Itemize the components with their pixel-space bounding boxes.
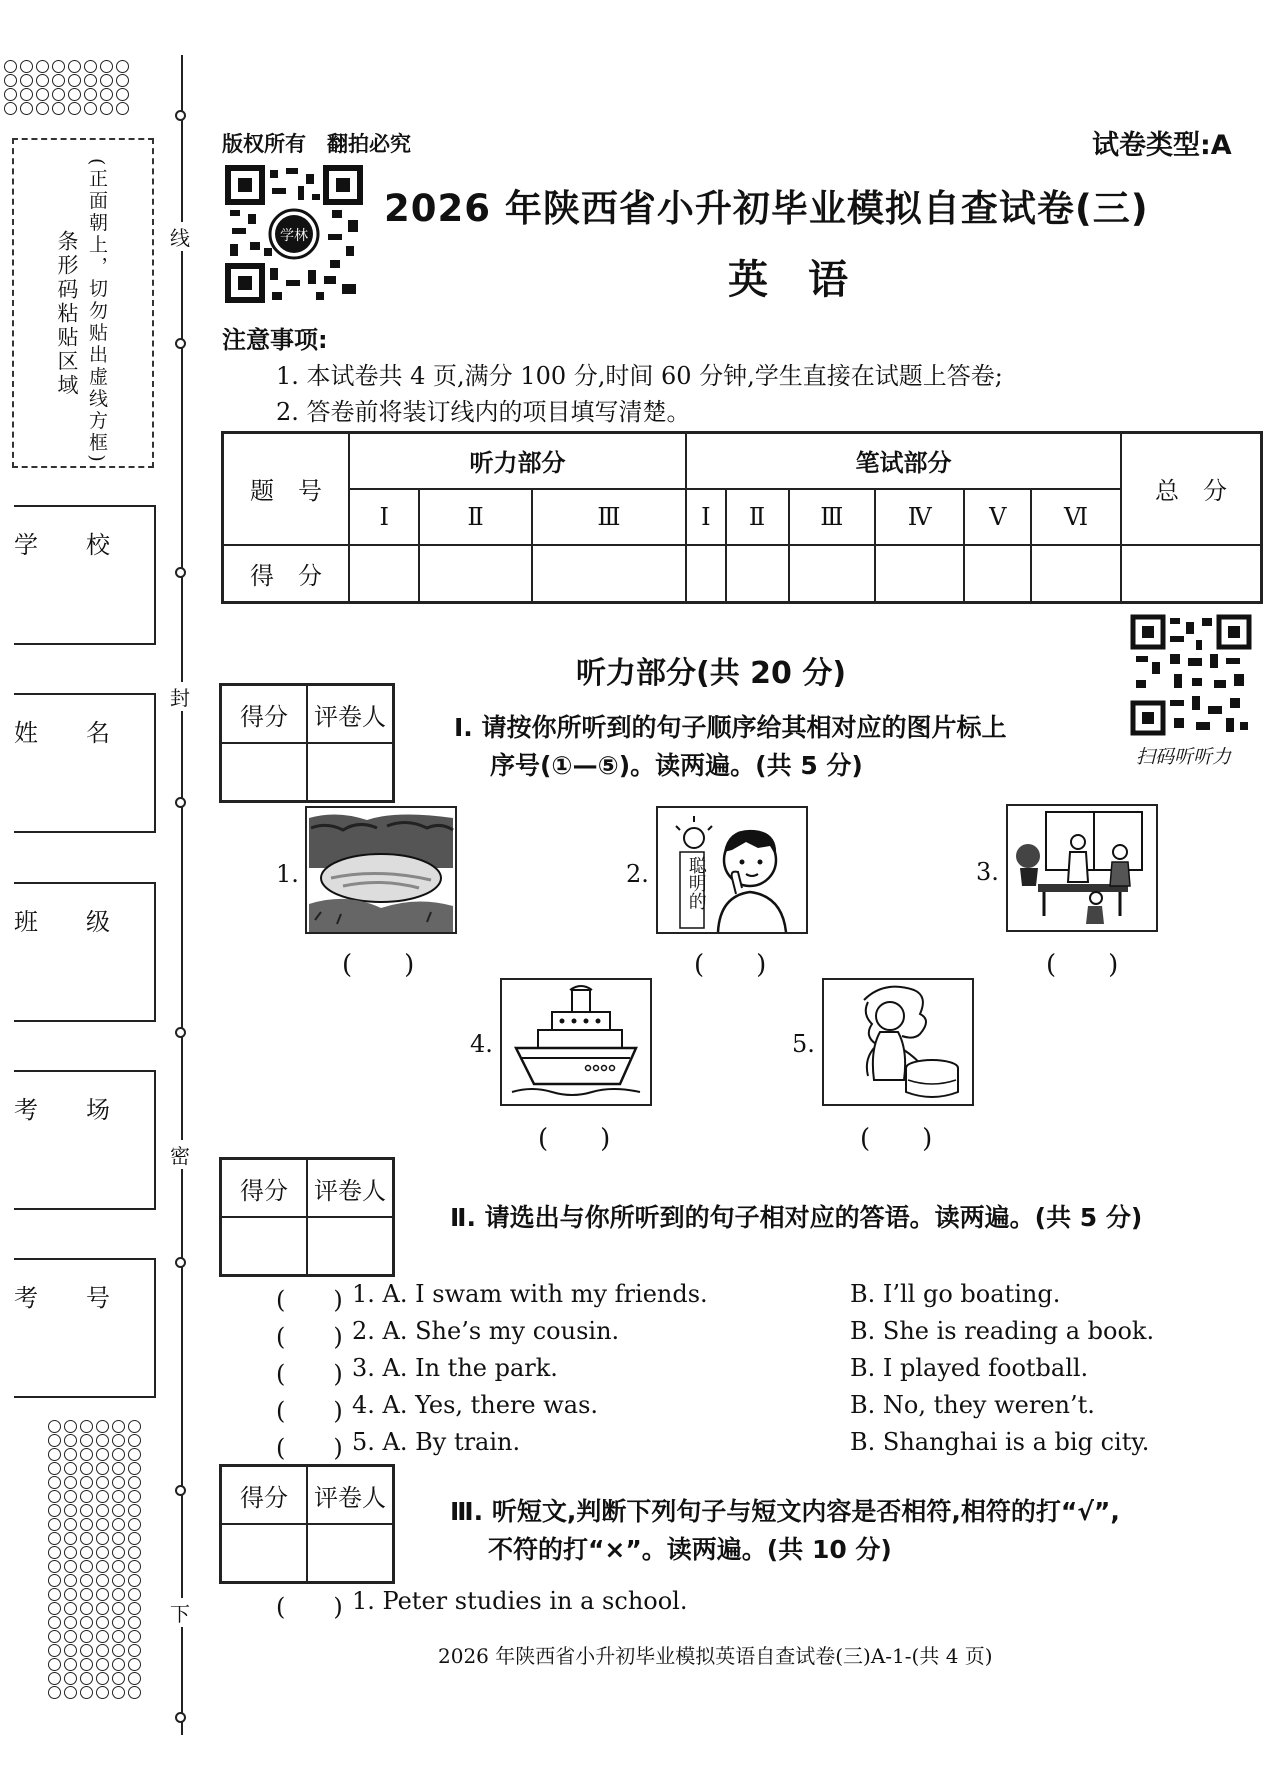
- answer-paren[interactable]: ( ): [276, 1593, 343, 1621]
- listening-qr-code[interactable]: [1130, 614, 1252, 736]
- col-header: Ⅲ: [789, 489, 876, 545]
- binding-circle: [175, 1027, 186, 1038]
- notice-item: 1. 本试卷共 4 页,满分 100 分,时间 60 分钟,学生直接在试题上答卷;: [276, 362, 1003, 390]
- grader-label: 评卷人: [307, 1159, 394, 1218]
- col-header: Ⅳ: [875, 489, 964, 545]
- col-header: Ⅰ: [686, 489, 726, 545]
- col-header: Ⅱ: [726, 489, 789, 545]
- name-field[interactable]: [14, 693, 156, 833]
- binding-holes-top: [4, 60, 131, 115]
- exam-room-field[interactable]: [14, 1070, 156, 1210]
- notice-item: 2. 答卷前将装订线内的项目填写清楚。: [276, 398, 691, 426]
- name-label: 姓 名: [14, 719, 110, 747]
- answer-paren[interactable]: ( ): [538, 1124, 611, 1154]
- answer-paren[interactable]: ( ): [276, 1286, 343, 1314]
- binding-circle: [175, 567, 186, 578]
- notice-heading: 注意事项:: [222, 326, 328, 354]
- binding-circle: [175, 797, 186, 808]
- total-score-cell[interactable]: [1121, 545, 1262, 603]
- option-a: 5. A. By train.: [352, 1428, 521, 1456]
- binding-circle: [175, 1485, 186, 1496]
- exam-title: 2026 年陕西省小升初毕业模拟自查试卷(三): [384, 187, 1149, 230]
- score-label: 得分: [221, 1159, 308, 1218]
- col-header: Ⅴ: [964, 489, 1031, 545]
- school-label: 学 校: [14, 531, 110, 559]
- section1-title-cont: 序号(①—⑤)。读两遍。(共 5 分): [490, 751, 863, 780]
- option-a: 1. A. I swam with my friends.: [352, 1280, 708, 1308]
- total-score-header: 总 分: [1121, 433, 1262, 545]
- row-label-score: 得 分: [223, 545, 350, 603]
- listening-heading: 听力部分(共 20 分): [576, 656, 847, 691]
- barcode-area: [12, 138, 154, 468]
- section2-title: Ⅱ. 请选出与你所听到的句子相对应的答语。读两遍。(共 5 分): [450, 1203, 1143, 1232]
- exam-subject: 英 语: [728, 257, 848, 303]
- answer-paren[interactable]: ( ): [694, 950, 767, 980]
- answer-paren[interactable]: ( ): [276, 1397, 343, 1425]
- binding-circle: [175, 110, 186, 121]
- option-b: B. No, they weren’t.: [850, 1391, 1095, 1419]
- col-header: Ⅲ: [532, 489, 686, 545]
- score-cell[interactable]: [726, 545, 789, 603]
- page-footer: 2026 年陕西省小升初毕业模拟英语自查试卷(三)A-1-(共 4 页): [438, 1644, 993, 1668]
- binding-char-xia: 下: [170, 1598, 190, 1627]
- item-number: 1.: [276, 860, 299, 888]
- clever-boy-icon: [656, 806, 808, 934]
- exam-number-label: 考 号: [14, 1284, 110, 1312]
- option-b: B. Shanghai is a big city.: [850, 1428, 1150, 1456]
- binding-circle: [175, 338, 186, 349]
- sign-text: 聪明的: [685, 856, 707, 910]
- option-b: B. I played football.: [850, 1354, 1089, 1382]
- answer-paren[interactable]: ( ): [1046, 950, 1119, 980]
- row-label-question-number: 题 号: [223, 433, 350, 545]
- grader-label: 评卷人: [307, 1466, 394, 1525]
- binding-holes-bottom: [48, 1420, 143, 1699]
- binding-char-xian: 线: [170, 222, 190, 251]
- family-room-icon: [1006, 804, 1158, 932]
- barcode-area-label: 条形码粘贴区域: [55, 230, 79, 398]
- grader-box-2: [219, 1157, 395, 1277]
- binding-char-mi: 密: [170, 1140, 190, 1169]
- exam-room-label: 考 场: [14, 1096, 110, 1124]
- grader-input-cell[interactable]: [307, 1217, 394, 1276]
- option-b: B. I’ll go boating.: [850, 1280, 1061, 1308]
- answer-paren[interactable]: ( ): [342, 950, 415, 980]
- score-input-cell[interactable]: [221, 1524, 308, 1583]
- section1-title: Ⅰ. 请按你所听到的句子顺序给其相对应的图片标上: [454, 713, 1007, 742]
- option-a: 4. A. Yes, there was.: [352, 1391, 599, 1419]
- col-header: Ⅱ: [419, 489, 531, 545]
- binding-char-feng: 封: [170, 682, 190, 711]
- binding-circle: [175, 1712, 186, 1723]
- ship-icon: [500, 978, 652, 1106]
- grader-box-1: [219, 683, 395, 803]
- binding-line: [181, 55, 183, 1735]
- copyright-notice: 版权所有 翻拍必究: [222, 132, 411, 156]
- grader-label: 评卷人: [307, 685, 394, 744]
- exam-number-field[interactable]: [14, 1258, 156, 1398]
- score-input-cell[interactable]: [221, 1217, 308, 1276]
- girl-cake-icon: [822, 978, 974, 1106]
- score-table: [221, 431, 1263, 604]
- barcode-area-note: (正面朝上，切勿贴出虚线方框): [86, 158, 108, 465]
- score-cell[interactable]: [349, 545, 419, 603]
- score-cell[interactable]: [964, 545, 1031, 603]
- option-a: 2. A. She’s my cousin.: [352, 1317, 620, 1345]
- score-cell[interactable]: [532, 545, 686, 603]
- grader-box-3: [219, 1464, 395, 1584]
- section3-title: Ⅲ. 听短文,判断下列句子与短文内容是否相符,相符的打“√”,: [450, 1497, 1120, 1526]
- statement: 1. Peter studies in a school.: [352, 1587, 688, 1615]
- writing-part-header: 笔试部分: [686, 433, 1121, 489]
- item-number: 4.: [470, 1030, 493, 1058]
- answer-paren[interactable]: ( ): [276, 1434, 343, 1462]
- item-number: 5.: [792, 1030, 815, 1058]
- score-cell[interactable]: [789, 545, 876, 603]
- score-cell[interactable]: [686, 545, 726, 603]
- score-cell[interactable]: [419, 545, 531, 603]
- score-cell[interactable]: [1031, 545, 1121, 603]
- score-input-cell[interactable]: [221, 743, 308, 802]
- binding-circle: [175, 1257, 186, 1268]
- qr-logo-text: 学林: [280, 228, 308, 244]
- answer-paren[interactable]: ( ): [276, 1360, 343, 1388]
- score-label: 得分: [221, 1466, 308, 1525]
- class-label: 班 级: [14, 908, 110, 936]
- section3-title-cont: 不符的打“×”。读两遍。(共 10 分): [488, 1535, 892, 1564]
- col-header: Ⅰ: [349, 489, 419, 545]
- school-field[interactable]: [14, 505, 156, 645]
- score-cell[interactable]: [875, 545, 964, 603]
- score-label: 得分: [221, 685, 308, 744]
- grader-input-cell[interactable]: [307, 743, 394, 802]
- qr-code[interactable]: [224, 164, 364, 304]
- answer-paren[interactable]: ( ): [860, 1124, 933, 1154]
- option-a: 3. A. In the park.: [352, 1354, 558, 1382]
- item-number: 3.: [976, 858, 999, 886]
- col-header: Ⅵ: [1031, 489, 1121, 545]
- qr-caption: 扫码听听力: [1136, 746, 1232, 768]
- answer-paren[interactable]: ( ): [276, 1323, 343, 1351]
- listening-part-header: 听力部分: [349, 433, 686, 489]
- option-b: B. She is reading a book.: [850, 1317, 1155, 1345]
- lake-icon: [305, 806, 457, 934]
- class-field[interactable]: [14, 882, 156, 1022]
- grader-input-cell[interactable]: [307, 1524, 394, 1583]
- item-number: 2.: [626, 860, 649, 888]
- paper-type: 试卷类型:A: [1092, 130, 1232, 161]
